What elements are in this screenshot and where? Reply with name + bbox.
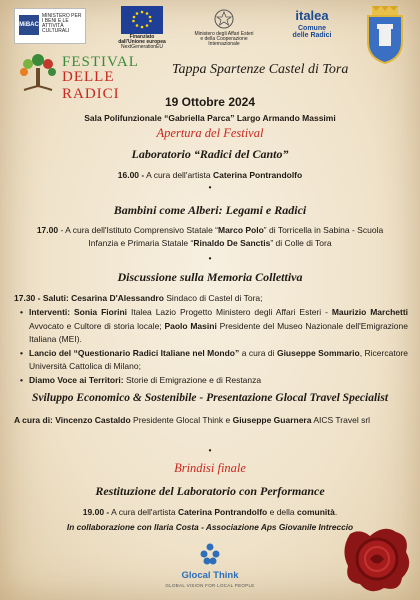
- event-date: 19 Ottobre 2024: [164, 95, 256, 109]
- mibac-text: MINISTERO PER I BENI E LE ATTIVITÀ CULTURALI: [42, 13, 82, 34]
- rest-n2: comunità: [297, 507, 335, 517]
- collab-line: In collaborazione con Ilaria Costa - Associazione Aps Giovanile Intreccio: [66, 522, 354, 532]
- tappa-title: Tappa Spartenze Castel di Tora: [172, 62, 349, 77]
- eu-flag-icon: [121, 6, 163, 34]
- lancio-n1: Giuseppe Sommario: [276, 347, 360, 358]
- saluti-line: [14, 293, 406, 303]
- interventi-t3: Presidente del Museo Nazionale dell'Emigrazione Italiana (MEI).: [29, 320, 408, 344]
- sviluppo-label: A cura di:: [14, 415, 53, 425]
- lancio-t1: a cura di: [239, 347, 277, 358]
- sviluppo-t2: AICS Travel srl: [311, 415, 371, 425]
- sviluppo-n2: Giuseppe Guarnera: [232, 415, 312, 425]
- interventi-n1: Sonia Fiorini: [70, 307, 128, 317]
- interventi-t1: Italea Lazio Progetto Ministero degli Affari Esteri -: [127, 307, 332, 317]
- bullet-diamo: [20, 374, 408, 388]
- interventi-t2: Avvocato e Cultore di storia locale;: [29, 320, 165, 331]
- saluti-time: 17.30: [14, 293, 36, 303]
- interventi-label: Interventi:: [29, 307, 71, 317]
- lab-time: 16.00 -: [117, 170, 145, 180]
- ministry-line1: Ministero degli Affari Esteri: [194, 31, 254, 37]
- lab-line: [0, 170, 420, 180]
- rest-t1: A cura dell'artista: [109, 507, 178, 517]
- lab-name: Caterina Pontrandolfo: [212, 170, 303, 180]
- italea-logo: [286, 8, 338, 48]
- apertura-heading: Apertura del Festival: [156, 126, 264, 140]
- bullet-lancio: [20, 347, 408, 374]
- bambini-heading: Bambini come Alberi: Legami e Radici: [113, 203, 307, 217]
- eu-line1: Finanziato: [129, 34, 155, 40]
- glocal-think-icon: [198, 542, 222, 566]
- diamo-t1: Storie di Emigrazione e di Restanza: [123, 374, 262, 385]
- italea-line1: Comune: [298, 25, 326, 32]
- festival-word1: FESTIVAL: [62, 54, 139, 70]
- program-bullets: [20, 306, 408, 387]
- bullet-interventi: [20, 306, 408, 347]
- bambini-t3: ” di Colle di Tora: [270, 238, 332, 248]
- rest-time: 19.00 -: [82, 507, 110, 517]
- ministry-logo: [184, 8, 264, 46]
- rest-n1: Caterina Pontrandolfo: [177, 507, 268, 517]
- bambini-n1: Marco Polo: [217, 225, 264, 235]
- bambini-t1: - A cura dell'Istituto Comprensivo Statale “: [58, 225, 218, 235]
- lancio-t2: , Ricercatore Università Cattolica di Milano;: [29, 347, 408, 371]
- bambini-t2: ” di Torricella in Sabina - Scuola Infanzia e Primaria Statale “: [88, 225, 384, 248]
- eu-line3: NextGenerationEU: [121, 44, 163, 50]
- brindisi-heading: Brindisi finale: [174, 461, 246, 475]
- bambini-n2: Rinaldo De Sanctis: [193, 238, 271, 248]
- saluti-rest: Sindaco di Castel di Tora;: [163, 293, 263, 303]
- crest-icon: [364, 6, 406, 64]
- eu-logo: [116, 6, 168, 50]
- discussione-heading: Discussione sulla Memoria Collettiva: [117, 270, 303, 284]
- sviluppo-t1: Presidente Glocal Think e: [130, 415, 233, 425]
- divider-dot-3: •: [208, 446, 212, 455]
- bambini-line: [22, 224, 398, 250]
- restituzione-heading: Restituzione del Laboratorio con Performance: [95, 484, 325, 498]
- saluti-label: - Saluti:: [35, 293, 72, 303]
- festival-word2: DELLE RADICI: [62, 69, 120, 102]
- mibac-logo: [14, 8, 86, 44]
- rest-t3: .: [334, 507, 338, 517]
- sviluppo-n1: Vincenzo Castaldo: [52, 415, 131, 425]
- italea-line2: delle Radici: [292, 32, 332, 39]
- footer-tagline: GLOBAL VISION FOR LOCAL PEOPLE: [165, 583, 255, 588]
- ministry-line2: e della Cooperazione Internazionale: [200, 36, 248, 47]
- interventi-n3: Paolo Masini: [164, 320, 217, 331]
- interventi-n2: Maurizio Marchetti: [331, 307, 409, 317]
- sviluppo-line: [14, 414, 406, 427]
- saluti-name: Cesarina D'Alessandro: [71, 293, 164, 303]
- emblem-icon: [213, 8, 235, 30]
- divider-dot-1: •: [208, 183, 212, 192]
- lab-text: A cura dell'artista: [144, 170, 213, 180]
- restituzione-line: [0, 507, 420, 517]
- footer-logo-text: Glocal Think: [181, 570, 239, 581]
- bambini-time: 17.00: [36, 225, 59, 235]
- sviluppo-heading: Sviluppo Economico & Sostenibile - Presentazione Glocal Travel Specialist: [31, 392, 389, 404]
- eu-line2: dall'Unione europea: [118, 39, 166, 45]
- lab-heading: Laboratorio “Radici del Canto”: [131, 147, 289, 161]
- venue: Sala Polifunzionale “Gabriella Parca” Largo Armando Massimi: [84, 113, 336, 123]
- divider-dot-2: •: [208, 254, 212, 263]
- mibac-abbr: MiBAC: [19, 15, 39, 35]
- rest-t2: e della: [267, 507, 298, 517]
- festival-tree-icon: [16, 50, 60, 92]
- diamo-label: Diamo Voce ai Territori:: [29, 374, 124, 385]
- italea-name: italea: [295, 8, 329, 23]
- wax-seal-icon: [340, 522, 414, 596]
- lancio-label: Lancio del “Questionario Radici Italiane nel Mondo”: [29, 347, 240, 358]
